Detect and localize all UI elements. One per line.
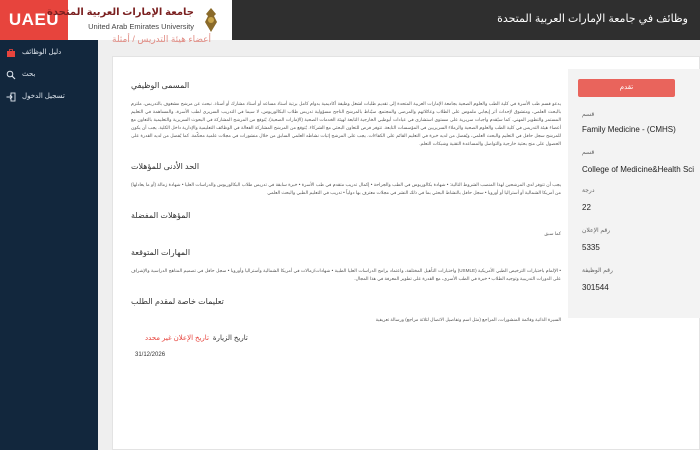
sidebar-item-search[interactable] [6, 68, 94, 84]
briefcase-icon [6, 48, 16, 58]
job-info-card [568, 69, 700, 318]
university-name-en: United Arab Emirates University [88, 22, 194, 31]
deadline-date: 31/12/2026 [135, 352, 166, 358]
grade-value: 22 [582, 203, 591, 212]
instructions-text: السيرة الذاتية وقائمة المنشورات، المراجع (مثل اسم وتفاصيل الاتصال لثلاثة مراجع) ورسالة تعريفية [375, 317, 561, 322]
breadcrumb[interactable]: أعضاء هيئة التدريس / أمثلة [112, 34, 212, 44]
section-heading-skills: المهارات المتوقعة [131, 248, 191, 257]
sidebar-item-label: بحث [22, 71, 36, 78]
grade-label: درجة [582, 188, 595, 194]
college-value: College of Medicine&Health Sci [582, 165, 695, 174]
ad-number-label: رقم الإعلان [582, 228, 611, 234]
sidebar-item-jobs-guide[interactable] [6, 46, 94, 62]
department-label: قسم [582, 112, 595, 118]
section-heading-preferred: المؤهلات المفضلة [131, 211, 191, 220]
ad-number-value: 5335 [582, 243, 600, 252]
sidebar-item-login[interactable] [6, 90, 94, 106]
uaeu-logo[interactable]: UAEU [0, 0, 68, 40]
falcon-emblem-icon [198, 6, 224, 34]
section-heading-instructions: تعليمات خاصة لمقدم الطلب [131, 297, 224, 306]
deadline-row [145, 334, 561, 342]
sidebar [0, 40, 98, 450]
deadline-title: تاريخ الزيارة [212, 335, 248, 342]
top-bar [0, 0, 700, 40]
section-heading-qualifications: الحد الأدنى للمؤهلات [131, 162, 200, 171]
section-heading-title: المسمى الوظيفي [131, 81, 190, 90]
sidebar-item-label: تسجيل الدخول [22, 93, 65, 100]
sidebar-item-label: دليل الوظائف [22, 49, 62, 56]
login-icon [6, 92, 16, 102]
job-number-value: 301544 [582, 283, 609, 292]
apply-button[interactable]: تقدم [578, 79, 675, 97]
preferred-text: كما سبق [544, 231, 561, 236]
qualifications-text: يجب أن تتوفر لدى المرشحين لهذا المنصب الشروط التالية: • شهادة بكالوريوس في الطب والجراحة • إكمال تدريب متقدم في طب الأسرة • خبرة سابقة في تدريس طلاب البكالوريوس والدراسات العليا • شهادة زمالة (أو ما يعادلها) من أمريكا الشمالية أو أستراليا أو أوروبا • سجل حافل بالنشاط البحثي بما في ذلك النشر في مجلات معترف بها دولياً • تدريب في التعليم الطبي والبحث العلمي [131, 182, 561, 195]
college-label: قسم [582, 150, 595, 156]
job-title-text: يدعو قسم طب الأسرة في كلية الطب والعلوم الصحية بجامعة الإمارات العربية المتحدة إلى تقديم طلبات لشغل وظيفة أكاديمية بدوام كامل برتبة أستاذ مساعد أو أستاذ مشارك أو أستاذ. نبحث عن مرشح مشغوف بالتدريس، ملتزم بالبحث العلمي، ومتشوق لإحداث أثر إيجابي ملموس على الطلاب وعائلاتهم والمرضى والمجتمع. سيُناط بالمرشح الناجح مسؤولية تدريس طلاب البكالوريوس، لا سيما في التدريب السريري لطب الأسرة، والمساهمة في التعليم المستمر والتطوير المهني. كما سيُقدم واجبات سريرية على مستوى استشاري في عيادات أبوظبي الخارجية التابعة لهيئة الخدمات الصحية (الإمارات الصحية). يُتوقع من المرشح المشاركة في البحوث السريرية والتعليمية بالتعاون مع أعضاء هيئة التدريس في كلية الطب والعلوم الصحية والزملاء السريريين في المؤسسات التابعة. تتوفر فرص للتعاون البحثي مع الشركاء. يُتوقع من المرشح المشاركة الفعالة في الوظائف التعليمية والإدارية داخل الكلية. يجب أن يكون للمرشح سجل حافل في التعليم والبحث العلمي، ويُفضل من لديه خبرة في التعليم القائم على الكفاءات. يجب على المرشح إثبات نشاطه العلمي السابق من خلال منشورات في مجلات علمية محكّمة. كما يُفضل من لديه القدرة على الحصول على منح بحثية خارجية والتواصل والمساعدة التقنية وشبكات التعلم. [131, 101, 561, 146]
skills-text: • الإلمام باختبارات الترخيص الطبي الأمريكية (USMLE) واختبارات التأهيل المختلفة، واعتماد برامج الدراسات العليا الطبية • شهادات/زمالات في أمريكا الشمالية وأستراليا وأوروبا • سجل حافل في تصميم المناهج الدراسية والإشراف على الدورات التدريبية وتوجيه الطلاب • خبرة في الطب الأسري، مع القدرة على تطوير المعرفة في هذا المجال. [131, 268, 561, 281]
job-description [131, 81, 561, 358]
portal-title: وظائف في جامعة الإمارات العربية المتحدة [497, 13, 688, 25]
department-value: Family Medicine - (CMHS) [582, 125, 676, 134]
search-icon [6, 70, 16, 80]
university-name-ar: جامعة الإمارات العربية المتحدة [46, 7, 194, 18]
job-number-label: رقم الوظيفة [582, 268, 613, 274]
deadline-label: تاريخ الإعلان غير محدد [145, 335, 209, 342]
